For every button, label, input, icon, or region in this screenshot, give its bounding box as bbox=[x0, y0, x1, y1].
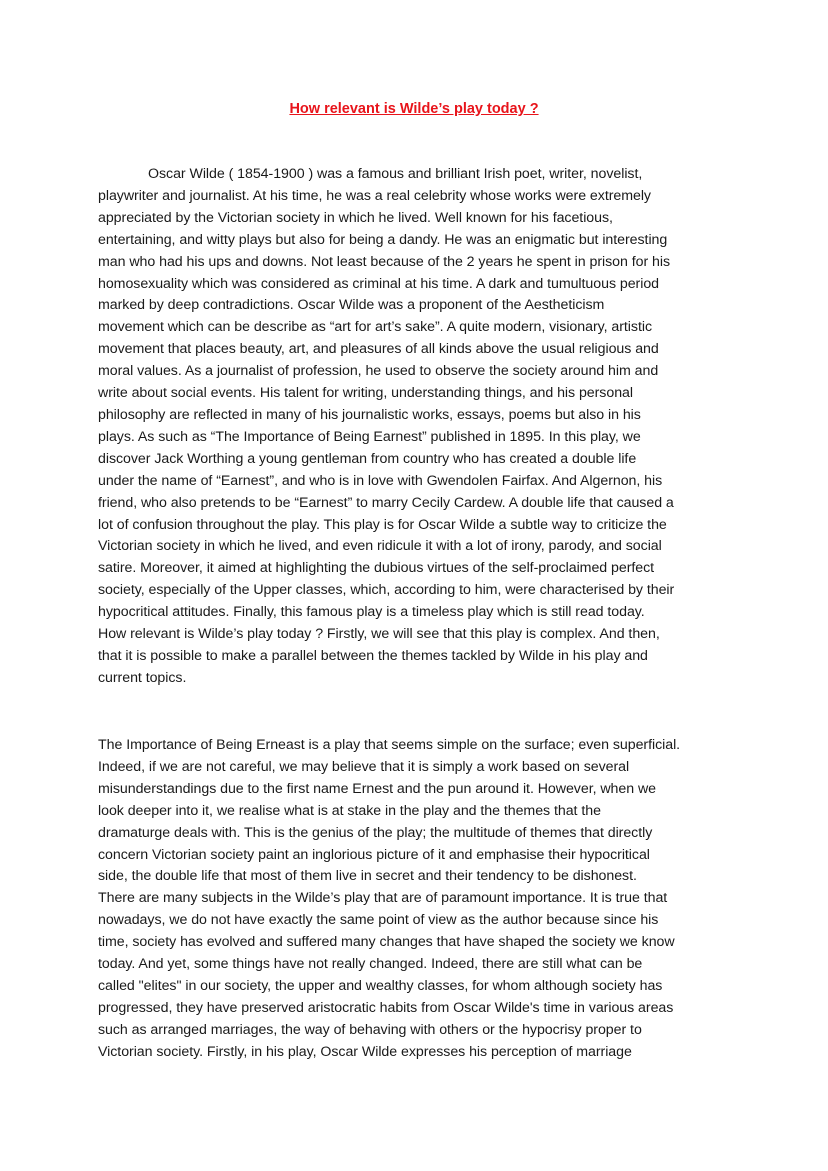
text-line: There are many subjects in the Wilde’s play that are of paramount importance. It is true that bbox=[98, 890, 668, 907]
text-line: that it is possible to make a parallel between the themes tackled by Wilde in his play and bbox=[98, 647, 648, 664]
text-line: under the name of “Earnest”, and who is in love with Gwendolen Fairfax. And Algernon, his bbox=[98, 472, 663, 489]
text-line: homosexuality which was considered as criminal at his time. A dark and tumultuous period bbox=[98, 275, 660, 292]
text-line: current topics. bbox=[98, 669, 187, 686]
text-line: philosophy are reflected in many of his journalistic works, essays, poems but also in his bbox=[98, 406, 641, 423]
text-line: man who had his ups and downs. Not least because of the 2 years he spent in prison for his bbox=[98, 253, 671, 270]
page-title: How relevant is Wilde’s play today ? bbox=[289, 101, 539, 117]
text-line: The Importance of Being Erneast is a play that seems simple on the surface; even superficial. bbox=[98, 737, 681, 753]
text-line: movement which can be describe as “art for art’s sake”. A quite modern, visionary, artistic bbox=[98, 319, 652, 336]
text-line: friend, who also pretends to be “Earnest” to marry Cecily Cardew. A double life that caused a bbox=[98, 494, 674, 511]
text-line: Indeed, if we are not careful, we may believe that it is simply a work based on several bbox=[98, 758, 630, 775]
text-line: hypocritical attitudes. Finally, this famous play is a timeless play which is still read today. bbox=[98, 604, 645, 621]
intro-paragraph bbox=[98, 164, 735, 690]
text-line: time, society has evolved and suffered many changes that have shaped the society we know bbox=[98, 934, 675, 951]
text-line: plays. As such as “The Importance of Being Earnest” published in 1895. In this play, we bbox=[98, 428, 641, 445]
text-line: today. And yet, some things have not really changed. Indeed, there are still what can be bbox=[98, 956, 643, 973]
text-line: lot of confusion throughout the play. This play is for Oscar Wilde a subtle way to criticize the bbox=[98, 516, 667, 533]
text-line: concern Victorian society paint an inglorious picture of it and emphasise their hypocritical bbox=[98, 846, 650, 863]
text-line: side, the double life that most of them live in secret and their tendency to be dishonest. bbox=[98, 868, 637, 885]
text-line: entertaining, and witty plays but also for being a dandy. He was an enigmatic but interesting bbox=[98, 231, 668, 248]
text-line: look deeper into it, we realise what is at stake in the play and the themes that the bbox=[98, 802, 601, 819]
text-line: called "elites" in our society, the upper and wealthy classes, for whom although society has bbox=[98, 977, 663, 994]
text-line: Victorian society in which he lived, and even ridicule it with a lot of irony, parody, and social bbox=[98, 538, 662, 555]
text-line: write about social events. His talent for writing, understanding things, and his personal bbox=[98, 385, 633, 402]
text-line: dramaturge deals with. This is the genius of the play; the multitude of themes that directly bbox=[98, 824, 653, 841]
text-line: progressed, they have preserved aristocratic habits from Oscar Wilde's time in various areas bbox=[98, 999, 674, 1016]
text-line: discover Jack Worthing a young gentleman from country who has created a double life bbox=[98, 450, 637, 467]
text-line: moral values. As a journalist of profession, he used to observe the society around him and bbox=[98, 363, 659, 380]
body-paragraph bbox=[98, 735, 735, 1064]
text-line: such as arranged marriages, the way of behaving with others or the hypocrisy proper to bbox=[98, 1021, 642, 1038]
text-line: nowadays, we do not have exactly the same point of view as the author because since his bbox=[98, 912, 659, 929]
text-line: Victorian society. Firstly, in his play, Oscar Wilde expresses his perception of marriage bbox=[98, 1043, 632, 1060]
text-line: misunderstandings due to the first name Ernest and the pun around it. However, when we bbox=[98, 780, 657, 797]
text-line: appreciated by the Victorian society in which he lived. Well known for his facetious, bbox=[98, 209, 613, 226]
text-line: Oscar Wilde ( 1854-1900 ) was a famous and brilliant Irish poet, writer, novelist, bbox=[148, 166, 643, 182]
text-line: How relevant is Wilde’s play today ? Firstly, we will see that this play is complex. And then, bbox=[98, 626, 660, 643]
text-line: society, especially of the Upper classes, which, according to him, were characterised by their bbox=[98, 582, 675, 599]
text-line: satire. Moreover, it aimed at highlighting the dubious virtues of the self-proclaimed perfect bbox=[98, 560, 655, 577]
text-line: playwriter and journalist. At his time, he was a real celebrity whose works were extremely bbox=[98, 187, 651, 204]
text-line: movement that places beauty, art, and pleasures of all kinds above the usual religious and bbox=[98, 341, 659, 358]
text-line: marked by deep contradictions. Oscar Wilde was a proponent of the Aestheticism bbox=[98, 297, 605, 314]
